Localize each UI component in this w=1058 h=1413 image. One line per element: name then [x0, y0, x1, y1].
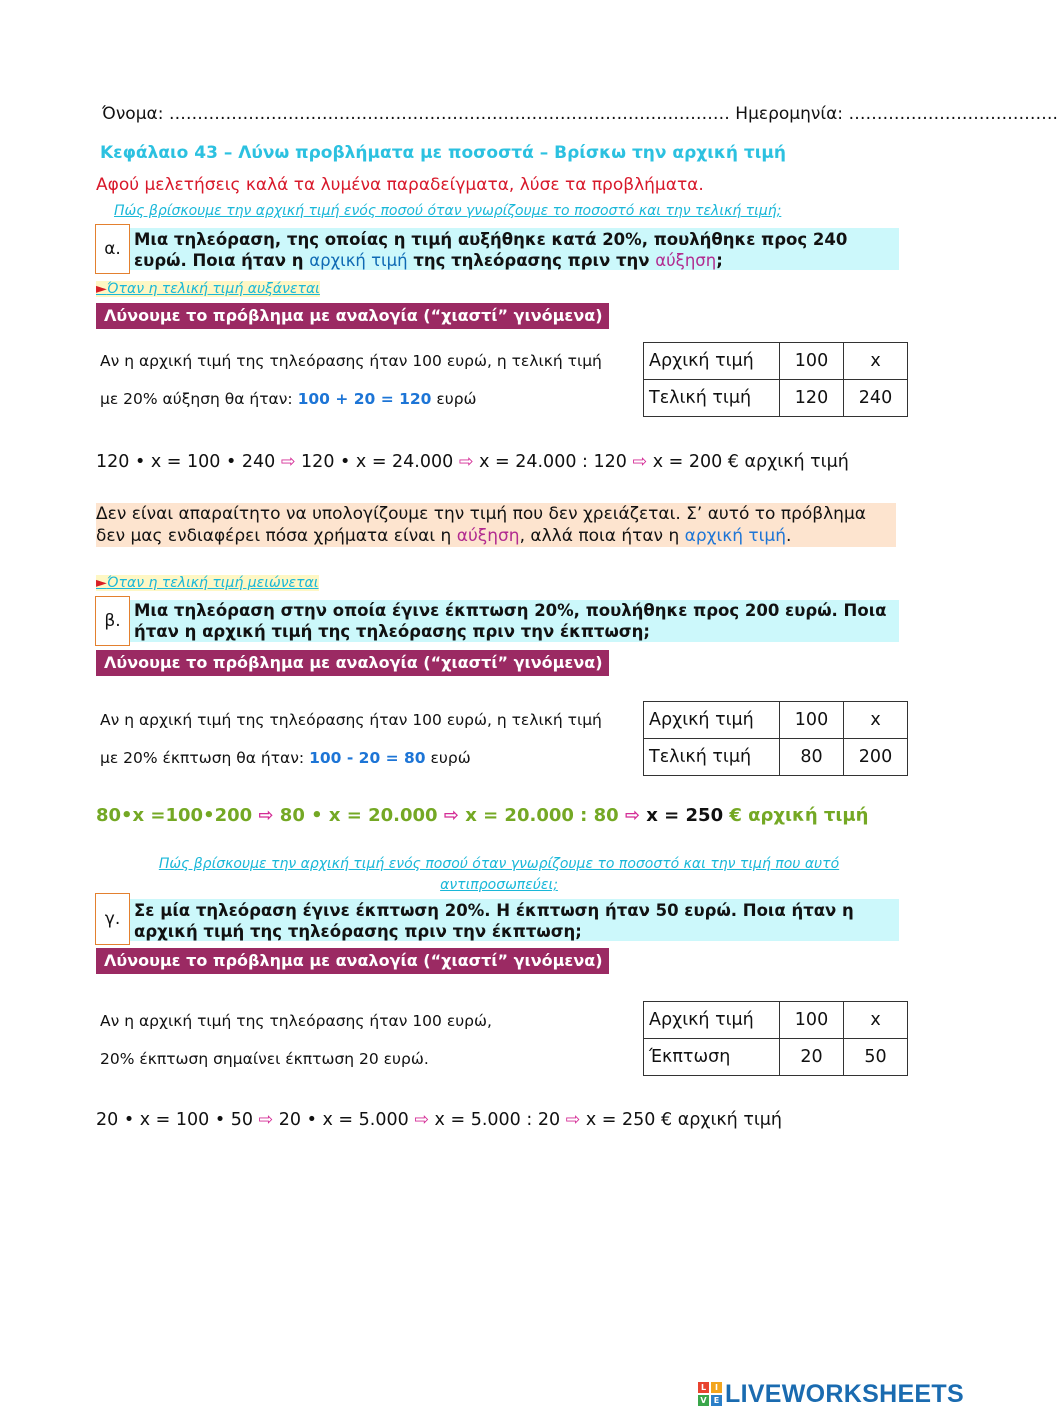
pointer-arrow-icon: ► — [96, 575, 107, 591]
liveworksheets-logo — [698, 1380, 964, 1408]
name-label: Όνομα: — [102, 104, 164, 124]
explanation-c-line2: 20% έκπτωση σημαίνει έκπτωση 20 ευρώ. — [100, 1050, 429, 1068]
problem-b-letter: β. — [95, 596, 130, 646]
arrow-right-icon: ⇨ — [624, 805, 641, 826]
table-row: Έκπτωση 20 50 — [644, 1039, 908, 1076]
explanation-a-line1: Αν η αρχική τιμή της τηλεόρασης ήταν 100 ευρώ, η τελική τιμή — [100, 352, 602, 370]
howto-question-2: Πώς βρίσκουμε την αρχική τιμή ενός ποσού όταν γνωρίζουμε το ποσοστό και την τιμή που αυτό αντιπροσωπεύει; — [158, 856, 840, 893]
equation-b: 80•x =100•200 ⇨ 80 • x = 20.000 ⇨ x = 20.000 : 80 ⇨ x = 250 € αρχική τιμή — [96, 805, 869, 826]
logo-text: LIVEWORKSHEETS — [725, 1379, 964, 1408]
name-field[interactable]: ……………………………………………………………………………………… — [168, 104, 730, 124]
date-label: Ημερομηνία: — [735, 104, 844, 124]
table-row: Τελική τιμή 120 240 — [644, 380, 908, 417]
arrow-right-icon: ⇨ — [414, 1110, 429, 1130]
subheading-decrease: ►Όταν η τελική τιμή μειώνεται — [96, 575, 319, 591]
table-row: Αρχική τιμή 100 x — [644, 702, 908, 739]
method-banner-c: Λύνουμε το πρόβλημα με αναλογία (“χιαστί” γινόμενα) — [96, 948, 609, 974]
date-field[interactable]: ………………………………. — [848, 104, 1058, 124]
equation-c: 20 • x = 100 • 50 ⇨ 20 • x = 5.000 ⇨ x = 5.000 : 20 ⇨ x = 250 € αρχική τιμή — [96, 1110, 783, 1130]
table-row: Τελική τιμή 80 200 — [644, 739, 908, 776]
explanation-c-line1: Αν η αρχική τιμή της τηλεόρασης ήταν 100 ευρώ, — [100, 1012, 492, 1030]
arrow-right-icon: ⇨ — [565, 1110, 581, 1130]
ratio-table-a — [643, 342, 908, 417]
problem-a-letter: α. — [95, 224, 130, 274]
explanation-a-line2: με 20% αύξηση θα ήταν: 100 + 20 = 120 ευρώ — [100, 390, 477, 408]
arrow-right-icon: ⇨ — [458, 452, 474, 472]
instruction: Αφού μελετήσεις καλά τα λυμένα παραδείγματα, λύσε τα προβλήματα. — [96, 175, 704, 195]
note-box: Δεν είναι απαραίτητο να υπολογίζουμε την τιμή που δεν χρειάζεται. Σ’ αυτό το πρόβλημα δεν μας ενδιαφέρει πόσα χρήματα είναι η αύξηση, αλλά ποια ήταν η αρχική τιμή. — [96, 503, 896, 547]
table-row: Αρχική τιμή 100 x — [644, 343, 908, 380]
equation-a: 120 • x = 100 • 240 ⇨ 120 • x = 24.000 ⇨ x = 24.000 : 120 ⇨ x = 200 € αρχική τιμή — [96, 452, 849, 472]
howto-question-1: Πώς βρίσκουμε την αρχική τιμή ενός ποσού όταν γνωρίζουμε το ποσοστό και την τελική τιμή; — [114, 203, 782, 219]
table-row: Αρχική τιμή 100 x — [644, 1002, 908, 1039]
problem-c-letter: γ. — [95, 893, 130, 945]
arrow-right-icon: ⇨ — [258, 1110, 274, 1130]
arrow-right-icon: ⇨ — [632, 452, 648, 472]
explanation-b-line1: Αν η αρχική τιμή της τηλεόρασης ήταν 100 ευρώ, η τελική τιμή — [100, 711, 602, 729]
method-banner-b: Λύνουμε το πρόβλημα με αναλογία (“χιαστί” γινόμενα) — [96, 650, 609, 676]
problem-b-text: Μια τηλεόραση στην οποία έγινε έκπτωση 20%, πουλήθηκε προς 200 ευρώ. Ποια ήταν η αρχική τιμή της τηλεόρασης πριν την έκπτωση; — [134, 601, 887, 641]
subheading-increase: ►Όταν η τελική τιμή αυξάνεται — [96, 281, 320, 297]
arrow-right-icon: ⇨ — [280, 452, 296, 472]
explanation-b-line2: με 20% έκπτωση θα ήταν: 100 - 20 = 80 ευρώ — [100, 749, 471, 767]
chapter-title: Κεφάλαιο 43 – Λύνω προβλήματα με ποσοστά – Βρίσκω την αρχική τιμή — [100, 143, 787, 163]
ratio-table-b — [643, 701, 908, 776]
problem-a-text: Μια τηλεόραση, της οποίας η τιμή αυξήθηκε κατά 20%, πουλήθηκε προς 240 ευρώ. Ποια ήταν η αρχική τιμή της τηλεόρασης πριν την αύξηση; — [134, 230, 848, 270]
arrow-right-icon: ⇨ — [443, 805, 459, 826]
method-banner-a: Λύνουμε το πρόβλημα με αναλογία (“χιαστί” γινόμενα) — [96, 303, 609, 329]
logo-mark-icon: L I V E — [698, 1382, 722, 1406]
arrow-right-icon: ⇨ — [258, 805, 274, 826]
pointer-arrow-icon: ► — [96, 281, 107, 297]
problem-c-text: Σε μία τηλεόραση έγινε έκπτωση 20%. Η έκπτωση ήταν 50 ευρώ. Ποια ήταν η αρχική τιμή της τηλεόρασης πριν την έκπτωση; — [134, 901, 854, 941]
header-line — [102, 104, 1058, 124]
ratio-table-c — [643, 1001, 908, 1076]
